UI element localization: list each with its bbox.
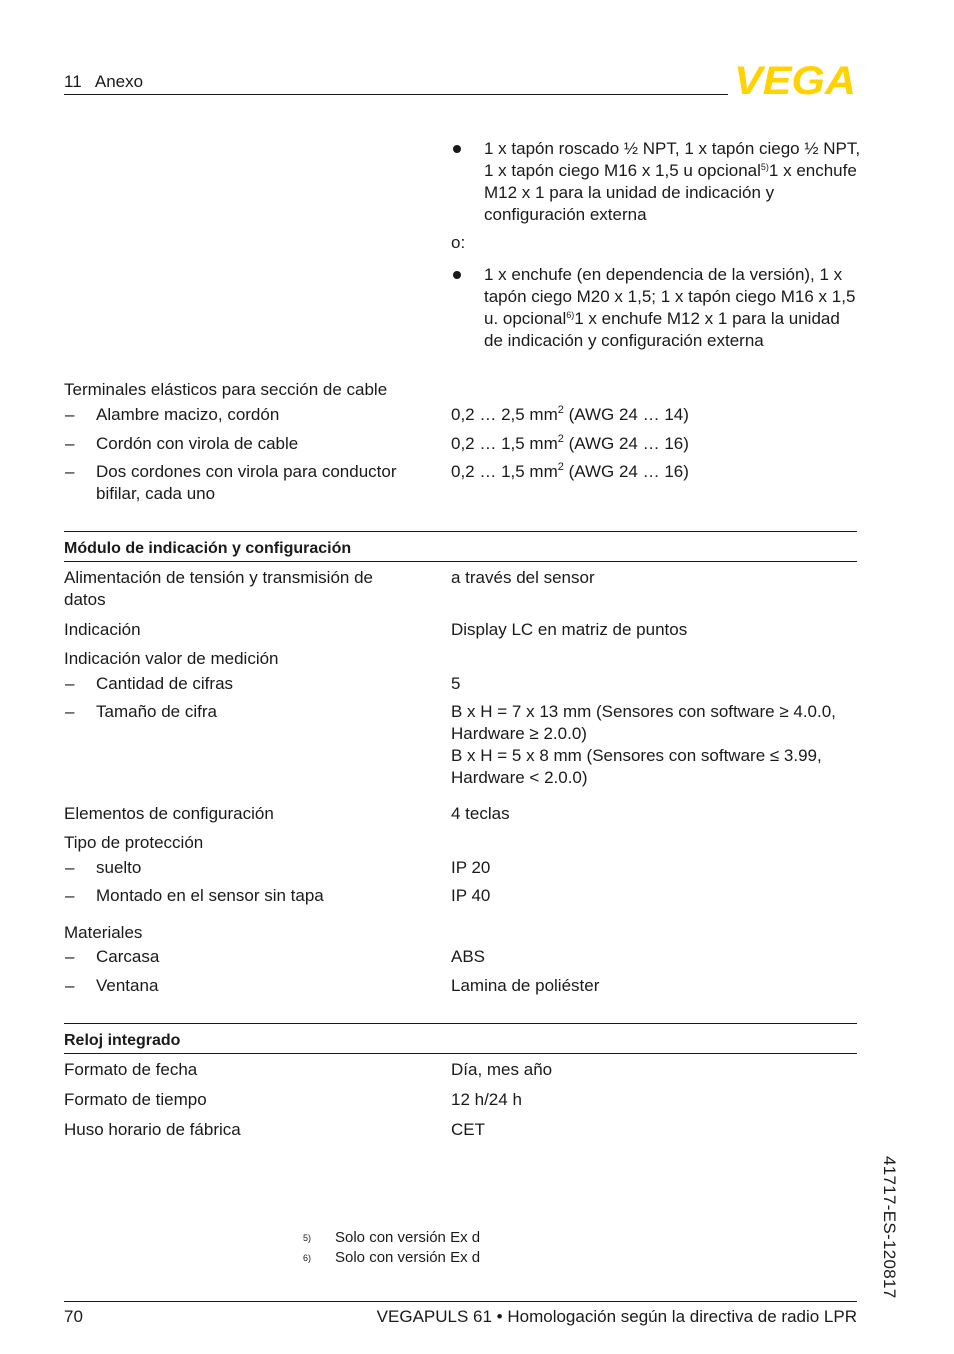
vega-logo (734, 62, 858, 104)
bullet-icon (453, 271, 461, 279)
terminals-label: Terminales elásticos para sección de cable (64, 380, 388, 399)
footnote-mark: 5) (303, 1233, 312, 1243)
footnote-text: Solo con versión Ex d (335, 1249, 481, 1266)
footnote-ref: 5) (760, 162, 769, 172)
dash-icon: – (65, 702, 75, 721)
digit-size-value-2: B x H = 5 x 8 mm (Sensores con software ≤ 3.99, Hardware < 2.0.0) (451, 746, 822, 787)
window-value: Lamina de poliéster (451, 976, 600, 995)
dash-icon: – (65, 674, 75, 693)
footer-title: VEGAPULS 61 • Homologación según la directiva de radio LPR (376, 1307, 857, 1326)
date-format-label: Formato de fecha (64, 1060, 198, 1079)
terminal-row-value: 0,2 … 1,5 $mm^2$ (AWG 24 … 16) (451, 461, 689, 481)
power-label: Alimentación de tensión y transmisión de datos (64, 568, 373, 609)
bullet-icon (453, 145, 461, 153)
dash-icon: – (65, 858, 75, 877)
cable-entry-option-1 (451, 138, 861, 226)
terminal-row-value: 0,2 … 2,5 $mm^2$ (AWG 24 … 14) (451, 404, 689, 424)
date-format-value: Día, mes año (451, 1060, 553, 1079)
section-title-clock: Reloj integrado (64, 1032, 181, 1049)
cable-entry-option-2 (451, 264, 861, 352)
window-label: Ventana (96, 976, 159, 995)
option-text-cont: 1 x enchufe M12 x 1 para la unidad de indicación y configuración externa (484, 309, 840, 350)
footnote-text: Solo con versión Ex d (335, 1229, 481, 1246)
terminal-row-label: Cordón con virola de cable (96, 434, 299, 453)
loose-label: suelto (96, 858, 142, 877)
terminal-row-value: 0,2 … 1,5 $mm^2$ (AWG 24 … 16) (451, 433, 689, 453)
digit-size-value-1: B x H = 7 x 13 mm (Sensores con software ≥ 4.0.0, Hardware ≥ 2.0.0) (451, 702, 836, 743)
dash-icon: – (65, 976, 75, 995)
terminal-row-label: Dos cordones con virola para conductor bifilar, cada uno (96, 462, 397, 503)
page-number: 70 (64, 1307, 83, 1326)
time-format-label: Formato de tiempo (64, 1090, 207, 1109)
display-value: Display LC en matriz de puntos (451, 620, 688, 639)
mounted-label: Montado en el sensor sin tapa (96, 886, 324, 905)
mounted-value: IP 40 (451, 886, 491, 905)
controls-label: Elementos de configuración (64, 804, 274, 823)
option-text: 1 x tapón roscado ½ NPT, 1 x tapón ciego ½ NPT, 1 x tapón ciego M16 x 1,5 u opcional (484, 139, 861, 180)
protection-label: Tipo de protección (64, 833, 204, 852)
or-text: o: (451, 233, 466, 252)
dash-icon: – (65, 434, 75, 453)
section-title-display-module: Módulo de indicación y configuración (64, 540, 352, 557)
terminal-row-label: Alambre macizo, cordón (96, 405, 280, 424)
timezone-label: Huso horario de fábrica (64, 1120, 241, 1139)
dash-icon: – (65, 405, 75, 424)
power-value: a través del sensor (451, 568, 595, 587)
digits-value: 5 (451, 674, 461, 693)
digit-size-label: Tamaño de cifra (96, 702, 217, 721)
header-rule (64, 94, 728, 95)
document-code: 41717-ES-120817 (880, 1156, 899, 1299)
materials-label: Materiales (64, 923, 143, 942)
logo-text: VEGA (734, 62, 856, 98)
option-text: 1 x enchufe (en dependencia de la versión), 1 x tapón ciego M20 x 1,5; 1 x tapón ciego M16 x 1,5 u. opcional (484, 265, 856, 328)
digits-label: Cantidad de cifras (96, 674, 234, 693)
housing-value: ABS (451, 947, 486, 966)
dash-icon: – (65, 886, 75, 905)
header-section-title: 11 Anexo (64, 72, 144, 91)
housing-label: Carcasa (96, 947, 160, 966)
section-rule-bottom (64, 561, 857, 562)
footnote-mark: 6) (303, 1253, 312, 1263)
dash-icon: – (65, 947, 75, 966)
option-text-cont: 1 x enchufe M12 x 1 para la unidad de indicación y configuración externa (484, 161, 857, 224)
section-rule-top (64, 531, 857, 532)
time-format-value: 12 h/24 h (451, 1090, 522, 1109)
dash-icon: – (65, 462, 75, 481)
measurement-label: Indicación valor de medición (64, 649, 279, 668)
section-rule-bottom (64, 1053, 857, 1054)
loose-value: IP 20 (451, 858, 491, 877)
timezone-value: CET (451, 1120, 485, 1139)
section-rule-top (64, 1023, 857, 1024)
footnote-ref: 6) (566, 310, 575, 320)
controls-value: 4 teclas (451, 804, 510, 823)
footer-rule (64, 1301, 857, 1302)
display-label: Indicación (64, 620, 141, 639)
